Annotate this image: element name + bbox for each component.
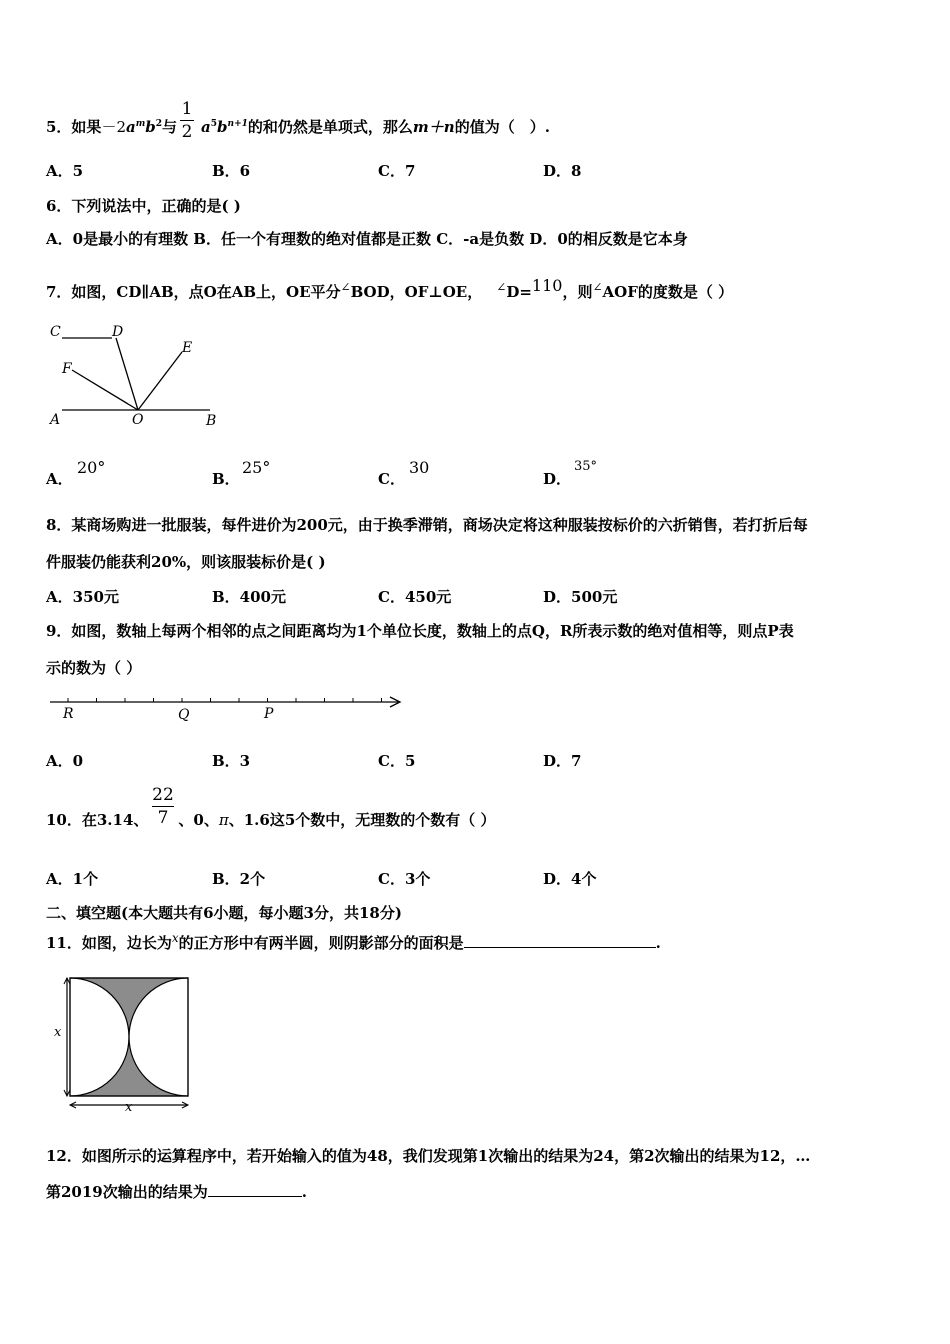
label-d: D (112, 324, 124, 340)
q7-part3: D= (506, 283, 532, 301)
q11-answer-blank[interactable] (464, 947, 656, 948)
q5-line (46, 114, 550, 137)
q11-prefix: 11．如图，边长为 (46, 934, 172, 952)
q5-frac-bar (180, 120, 194, 121)
line-oe (138, 352, 182, 410)
q5-sup-n1: n+1 (227, 119, 248, 129)
q11-line (46, 928, 661, 953)
q8-option-a[interactable]: A．350元 (46, 588, 119, 606)
q6-options[interactable]: A．0是最小的有理数 B．任一个有理数的绝对值都是正数 C．-a是负数 D．0的相反数是它本身 (46, 230, 688, 248)
q7-option-d[interactable] (543, 469, 571, 489)
q12-end: . (301, 1183, 307, 1201)
angle-icon: ∠ (496, 280, 507, 294)
q7-figure (46, 318, 226, 433)
q5-tail: 的值为（ ）. (454, 118, 550, 136)
q7-option-d-value: 35° (574, 459, 598, 474)
q7-option-c[interactable] (378, 469, 405, 489)
q5-var-a2: a (201, 118, 211, 136)
q7-value: 110 (531, 276, 563, 295)
q10-prefix: 10．在3.14、 (46, 811, 149, 829)
q7-option-a-letter: A． (46, 470, 73, 488)
q8-line-2: 件服装仍能获利20%，则该服装标价是( ) (46, 553, 326, 571)
q9-option-c[interactable]: C．5 (378, 752, 416, 770)
q11-figure (50, 972, 200, 1117)
label-x-bottom: x (125, 1100, 133, 1115)
q10-frac-num: 22 (152, 785, 174, 805)
q12-text: 第2019次输出的结果为 (46, 1183, 208, 1201)
q10-frac-den: 7 (157, 808, 169, 828)
label-o: O (132, 412, 144, 428)
q7-option-d-letter: D． (543, 470, 572, 488)
q7-part4: ，则 (562, 283, 593, 301)
angle-icon: ∠ (340, 280, 351, 294)
q7-part5: AOF的度数是（ ） (602, 283, 734, 301)
q5-var-b: b (145, 118, 156, 136)
q5-coef: －2 (101, 118, 126, 136)
section-2-title: 二、填空题(本大题共有6小题，每小题3分，共18分) (46, 904, 402, 922)
q5-option-b[interactable]: B．6 (212, 162, 251, 180)
q7-line (46, 276, 733, 302)
q8-line-1: 8．某商场购进一批服装，每件进价为200元，由于换季滞销，商场决定将这种服装按标价的六折销售，若打折后每 (46, 516, 808, 534)
q7-option-b-letter: B． (212, 470, 240, 488)
q9-option-a[interactable]: A．0 (46, 752, 84, 770)
q11-end: . (655, 934, 661, 952)
label-q: Q (178, 707, 190, 723)
q10-option-b[interactable]: B．2个 (212, 870, 266, 888)
label-a: A (50, 412, 61, 428)
q9-line-2: 示的数为（ ） (46, 659, 142, 677)
q5-option-c[interactable]: C．7 (378, 162, 416, 180)
q10-option-c[interactable]: C．3个 (378, 870, 431, 888)
label-r: R (63, 706, 74, 722)
q7-option-b-value: 25° (242, 458, 271, 477)
pi-symbol: π (218, 811, 229, 829)
label-e: E (182, 340, 193, 356)
q9-line-1: 9．如图，数轴上每两个相邻的点之间距离均为1个单位长度，数轴上的点Q，R所表示数的绝对值相等，则点P表 (46, 622, 794, 640)
q10-line (46, 810, 495, 830)
q9-option-b[interactable]: B．3 (212, 752, 251, 770)
q11-var: x (171, 931, 179, 945)
q5-with: 与 (162, 118, 178, 136)
q5-var-a: a (125, 118, 136, 136)
q7-option-c-letter: C． (378, 470, 405, 488)
q5-prefix: 5．如果 (46, 118, 102, 136)
q6-line: 6．下列说法中，正确的是( ) (46, 197, 241, 215)
label-p: P (264, 706, 274, 722)
q7-part2: BOD，OF⊥OE， (350, 283, 483, 301)
q7-option-b[interactable] (212, 469, 240, 489)
q10-frac-bar (152, 806, 174, 807)
q5-frac-den: 2 (181, 122, 193, 142)
q5-sup-5: 5 (210, 119, 218, 129)
q7-part1: 7．如图，CD∥AB，点O在AB上，OE平分 (46, 283, 341, 301)
q7-option-a[interactable] (46, 469, 73, 489)
label-x-left: x (54, 1025, 62, 1040)
q9-option-d[interactable]: D．7 (543, 752, 582, 770)
q5-option-a[interactable]: A．5 (46, 162, 84, 180)
label-c: C (50, 324, 61, 340)
q8-option-b[interactable]: B．400元 (212, 588, 286, 606)
q12-answer-blank[interactable] (208, 1196, 302, 1197)
q9-number-line (46, 690, 406, 726)
q11-suffix: 的正方形中有两半圆，则阴影部分的面积是 (178, 934, 464, 952)
angle-icon: ∠ (592, 280, 603, 294)
q8-option-d[interactable]: D．500元 (543, 588, 618, 606)
q12-line-1: 12．如图所示的运算程序中，若开始输入的值为48，我们发现第1次输出的结果为24，第2次输出的结果为12，… (46, 1147, 811, 1165)
q5-option-d[interactable]: D．8 (543, 162, 582, 180)
q10-mid: 、0、 (178, 811, 219, 829)
q10-fraction (152, 785, 174, 828)
q5-var-b2: b (217, 118, 228, 136)
label-f: F (62, 361, 72, 377)
q10-option-d[interactable]: D．4个 (543, 870, 597, 888)
label-b: B (206, 413, 217, 429)
q5-sup-m: m (135, 119, 146, 129)
q5-expr: m＋n (412, 118, 455, 136)
q8-option-c[interactable]: C．450元 (378, 588, 452, 606)
q12-line-2 (46, 1182, 307, 1202)
q5-suffix: 的和仍然是单项式，那么 (247, 118, 413, 136)
q5-sup-2: 2 (155, 119, 163, 129)
q10-option-a[interactable]: A．1个 (46, 870, 99, 888)
q5-frac-num: 1 (181, 99, 193, 119)
q7-option-a-value: 20° (77, 458, 106, 477)
q5-fraction (180, 99, 194, 142)
q10-suffix: 、1.6这5个数中，无理数的个数有（ ） (228, 811, 496, 829)
q7-option-c-value: 30 (409, 458, 430, 477)
